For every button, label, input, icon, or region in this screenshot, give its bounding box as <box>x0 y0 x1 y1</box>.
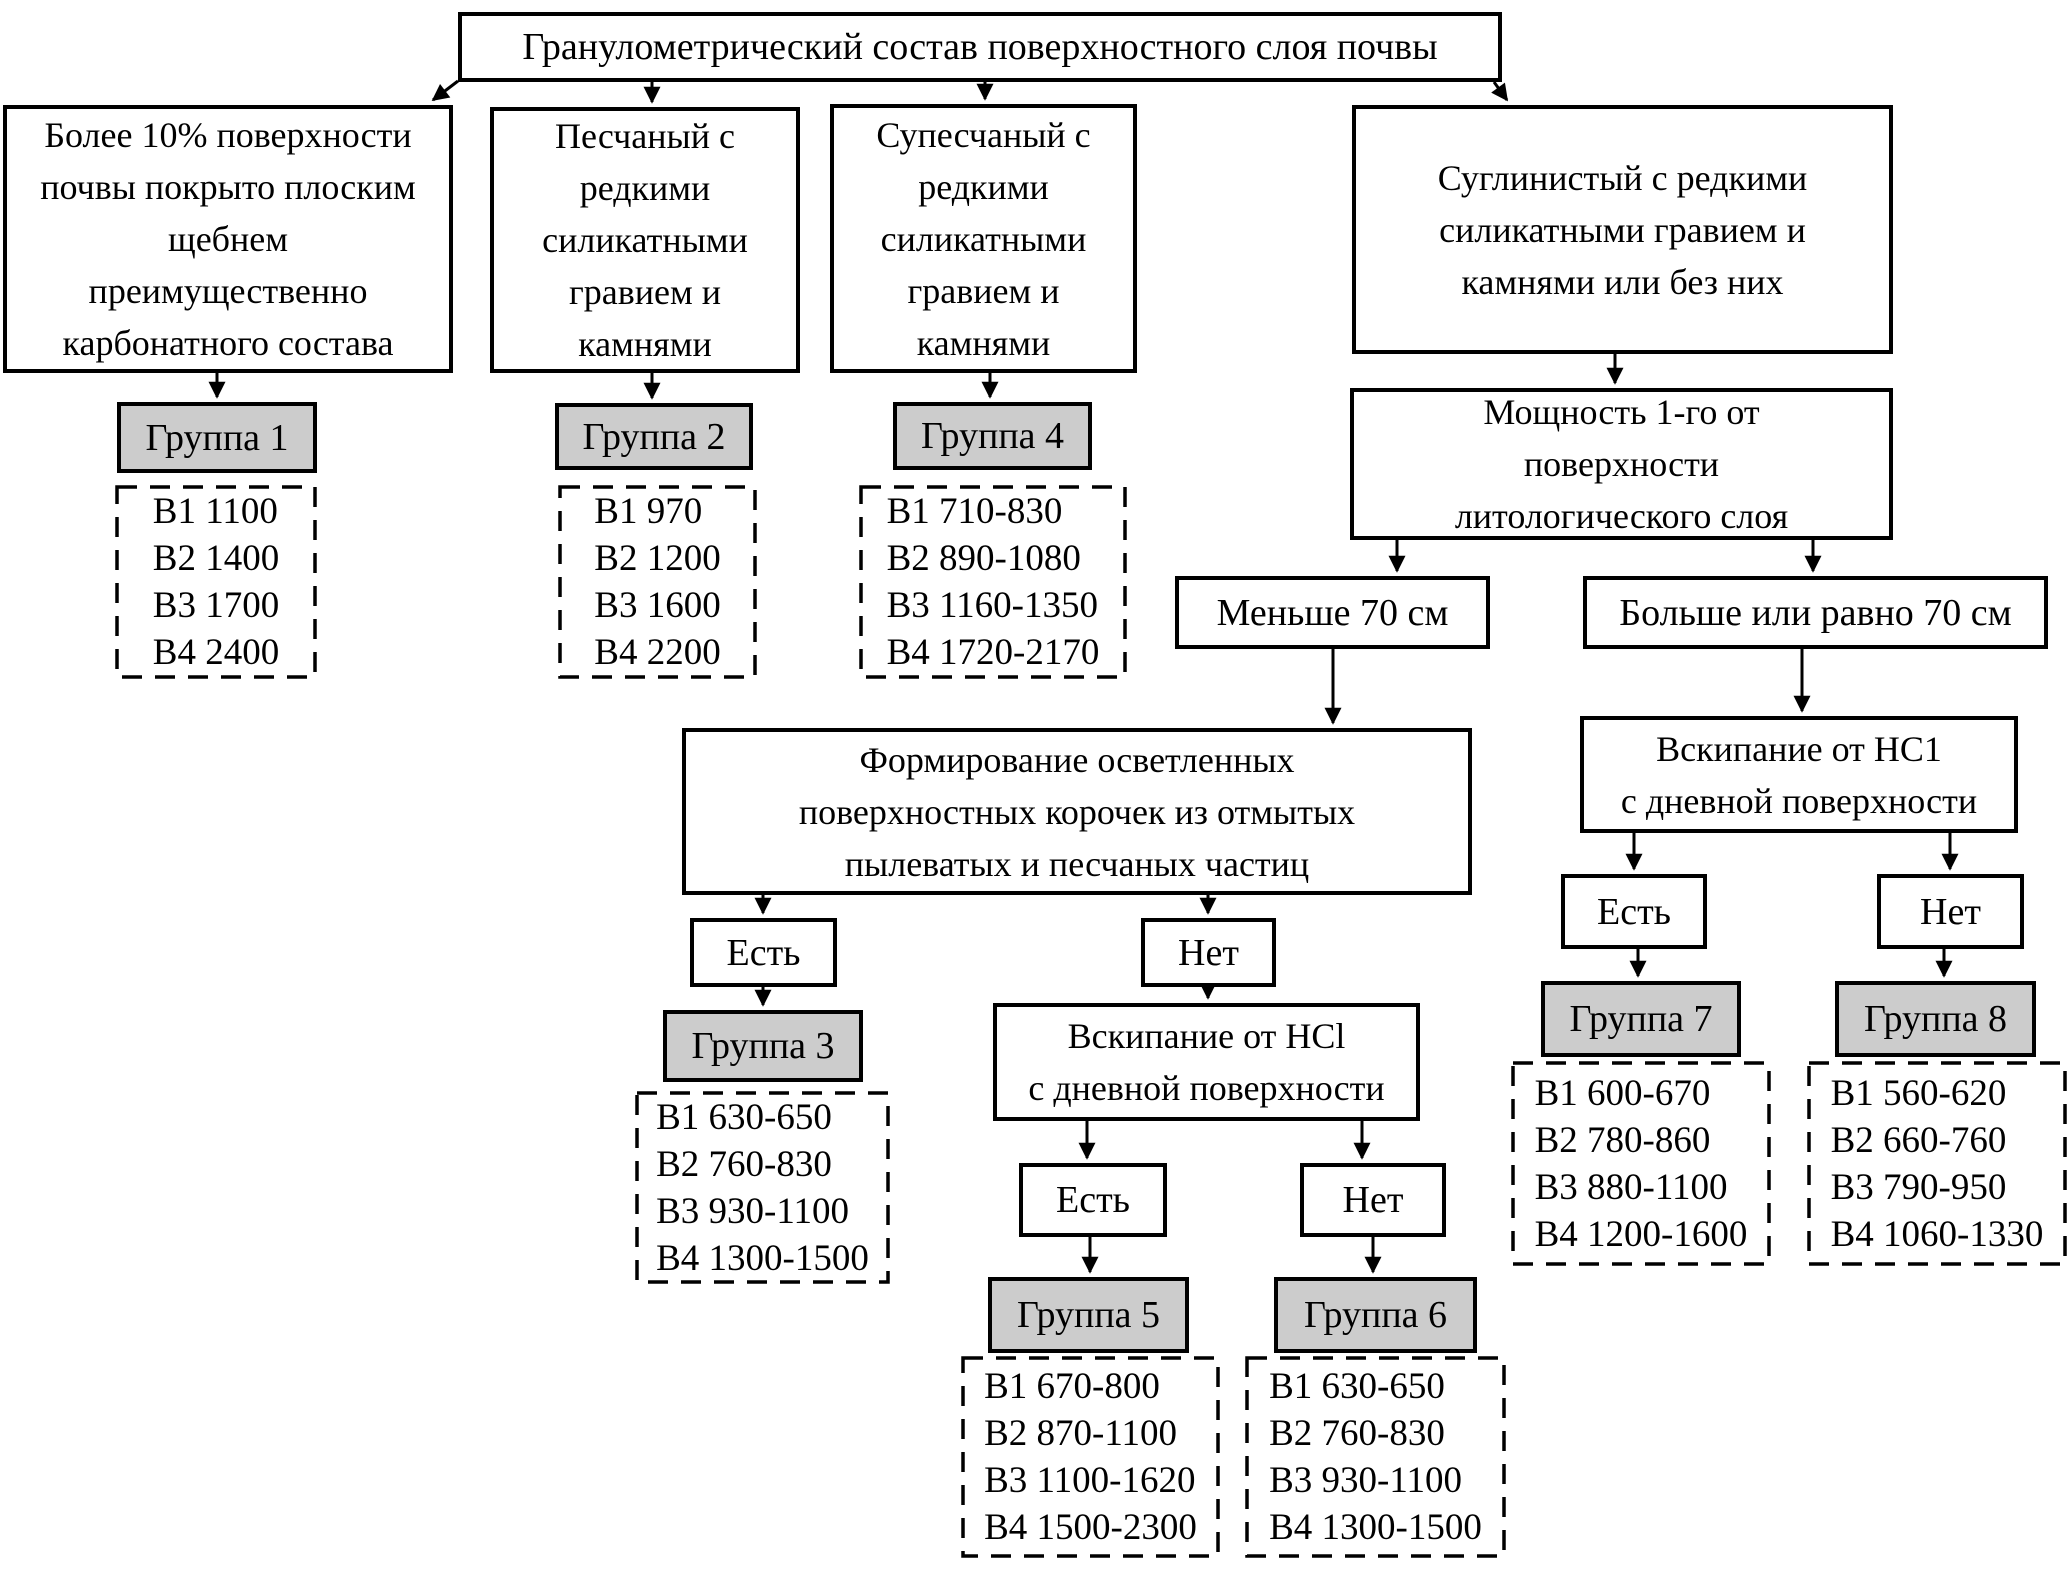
value-line: В4 1060-1330 <box>1830 1213 2044 1255</box>
no-label: Нет <box>1342 1179 1404 1221</box>
title-text: Гранулометрический состав поверхностного слоя почвы <box>522 26 1438 68</box>
decision-line: Меньше 70 см <box>1216 591 1449 634</box>
category-line: гравием и <box>907 270 1060 311</box>
value-line: В2 1200 <box>594 538 721 579</box>
value-line: В1 560-620 <box>1830 1072 2007 1114</box>
value-line: В3 880-1100 <box>1534 1166 1728 1208</box>
value-line: В3 930-1100 <box>656 1190 850 1232</box>
value-line: В1 1100 <box>152 491 278 532</box>
value-line: В1 630-650 <box>656 1096 832 1138</box>
value-line: В4 2200 <box>594 632 721 673</box>
category-line: силикатными <box>542 220 748 260</box>
value-line: В2 870-1100 <box>984 1413 1178 1454</box>
group-6-values <box>1247 1358 1504 1556</box>
value-line: В3 930-1100 <box>1269 1460 1463 1501</box>
category-line: редкими <box>918 166 1049 207</box>
category-line: силикатными <box>880 218 1087 259</box>
yes-label: Есть <box>1596 890 1671 933</box>
category-line: Супесчаный с <box>876 114 1091 155</box>
node-crusts <box>682 728 1472 895</box>
group-8-values <box>1809 1063 2065 1264</box>
group-2-values <box>560 487 755 677</box>
category-line: Суглинистый с редкими <box>1437 157 1808 198</box>
value-line: В2 760-830 <box>656 1143 832 1185</box>
node-no-hcl-mid <box>1300 1163 1446 1237</box>
no-label: Нет <box>1178 931 1239 974</box>
node-no-crusts <box>1141 918 1276 987</box>
node-thickness <box>1350 388 1893 540</box>
category-line: гравием и <box>568 272 722 312</box>
node-no-hcl-right <box>1877 874 2024 949</box>
decision-line: пылеватых и песчаных частиц <box>844 843 1310 884</box>
node-category-loamy-sand <box>830 104 1137 373</box>
node-ge-70 <box>1583 576 2048 649</box>
value-line: В2 660-760 <box>1830 1119 2007 1161</box>
node-category-loam <box>1352 105 1893 354</box>
group-5-label: Группа 5 <box>988 1277 1189 1353</box>
value-line: В3 790-950 <box>1830 1166 2007 1208</box>
category-line: преимущественно <box>88 271 368 311</box>
value-line: В1 630-650 <box>1269 1366 1445 1407</box>
group-4-values <box>861 487 1125 677</box>
decision-line: Вскипание от HC1 <box>1656 728 1942 769</box>
category-line: камнями <box>916 322 1051 363</box>
category-line: карбонатного состава <box>62 323 394 363</box>
node-hcl-mid <box>993 1003 1420 1121</box>
category-line: Более 10% поверхности <box>44 115 412 155</box>
value-line: В4 1300-1500 <box>1269 1507 1482 1548</box>
category-line: почвы покрыто плоским <box>40 167 416 207</box>
value-line: В1 970 <box>594 491 703 532</box>
decision-line: поверхностных корочек из отмытых <box>798 791 1356 832</box>
category-line: Песчаный с <box>555 116 735 156</box>
node-yes-hcl-mid <box>1019 1163 1167 1237</box>
value-line: В4 1720-2170 <box>886 632 1100 673</box>
group-3-label: Группа 3 <box>663 1010 863 1082</box>
node-less-70 <box>1175 576 1490 649</box>
yes-label: Есть <box>1055 1179 1130 1221</box>
category-line: щебнем <box>167 219 289 259</box>
value-line: В1 710-830 <box>886 491 1063 532</box>
decision-line: литологического слоя <box>1454 496 1789 536</box>
yes-label: Есть <box>726 931 801 974</box>
node-category-stony <box>3 105 453 373</box>
value-line: В2 1400 <box>152 538 280 579</box>
decision-line: Мощность 1-го от <box>1483 392 1760 432</box>
value-line: В2 780-860 <box>1534 1119 1711 1161</box>
value-line: В2 890-1080 <box>886 538 1081 579</box>
group-4-label: Группа 4 <box>893 402 1092 470</box>
value-line: В4 1500-2300 <box>984 1507 1197 1548</box>
group-8-label: Группа 8 <box>1835 981 2036 1057</box>
category-line: камнями <box>578 324 712 364</box>
group-1-values <box>117 487 315 677</box>
node-yes-hcl-right <box>1561 874 1707 949</box>
decision-line: Формирование осветленных <box>859 739 1295 780</box>
decision-line: поверхности <box>1523 444 1720 484</box>
node-category-sandy <box>490 107 800 373</box>
node-yes-crusts <box>690 918 837 987</box>
decision-line: с дневной поверхности <box>1620 780 1978 821</box>
value-line: В1 670-800 <box>984 1366 1160 1407</box>
value-line: В3 1100-1620 <box>984 1460 1196 1501</box>
value-line: В3 1700 <box>152 585 280 626</box>
value-line: В3 1160-1350 <box>886 585 1099 626</box>
value-line: В4 1300-1500 <box>656 1237 869 1279</box>
category-line: камнями или без них <box>1461 261 1784 302</box>
node-hcl-right <box>1580 716 2018 833</box>
arrow-title-to-loam <box>1494 82 1507 100</box>
decision-line: с дневной поверхности <box>1028 1068 1385 1108</box>
arrow-title-to-stony <box>433 81 458 100</box>
node-title <box>458 12 1502 82</box>
group-3-values <box>637 1093 888 1282</box>
group-6-label: Группа 6 <box>1274 1277 1477 1353</box>
group-5-values <box>963 1358 1218 1556</box>
value-line: В1 600-670 <box>1534 1072 1711 1114</box>
group-2-label: Группа 2 <box>555 403 753 470</box>
no-label: Нет <box>1920 890 1981 933</box>
value-line: В4 2400 <box>152 632 280 673</box>
value-line: В2 760-830 <box>1269 1413 1445 1454</box>
category-line: редкими <box>579 168 711 208</box>
group-7-label: Группа 7 <box>1541 981 1741 1057</box>
group-1-label: Группа 1 <box>117 402 317 473</box>
value-line: В3 1600 <box>594 585 721 626</box>
category-line: силикатными гравием и <box>1439 209 1806 250</box>
value-line: В4 1200-1600 <box>1534 1213 1748 1255</box>
group-7-values <box>1513 1063 1769 1264</box>
decision-line: Вскипание от HCl <box>1067 1016 1346 1056</box>
decision-line: Больше или равно 70 см <box>1619 591 2012 634</box>
